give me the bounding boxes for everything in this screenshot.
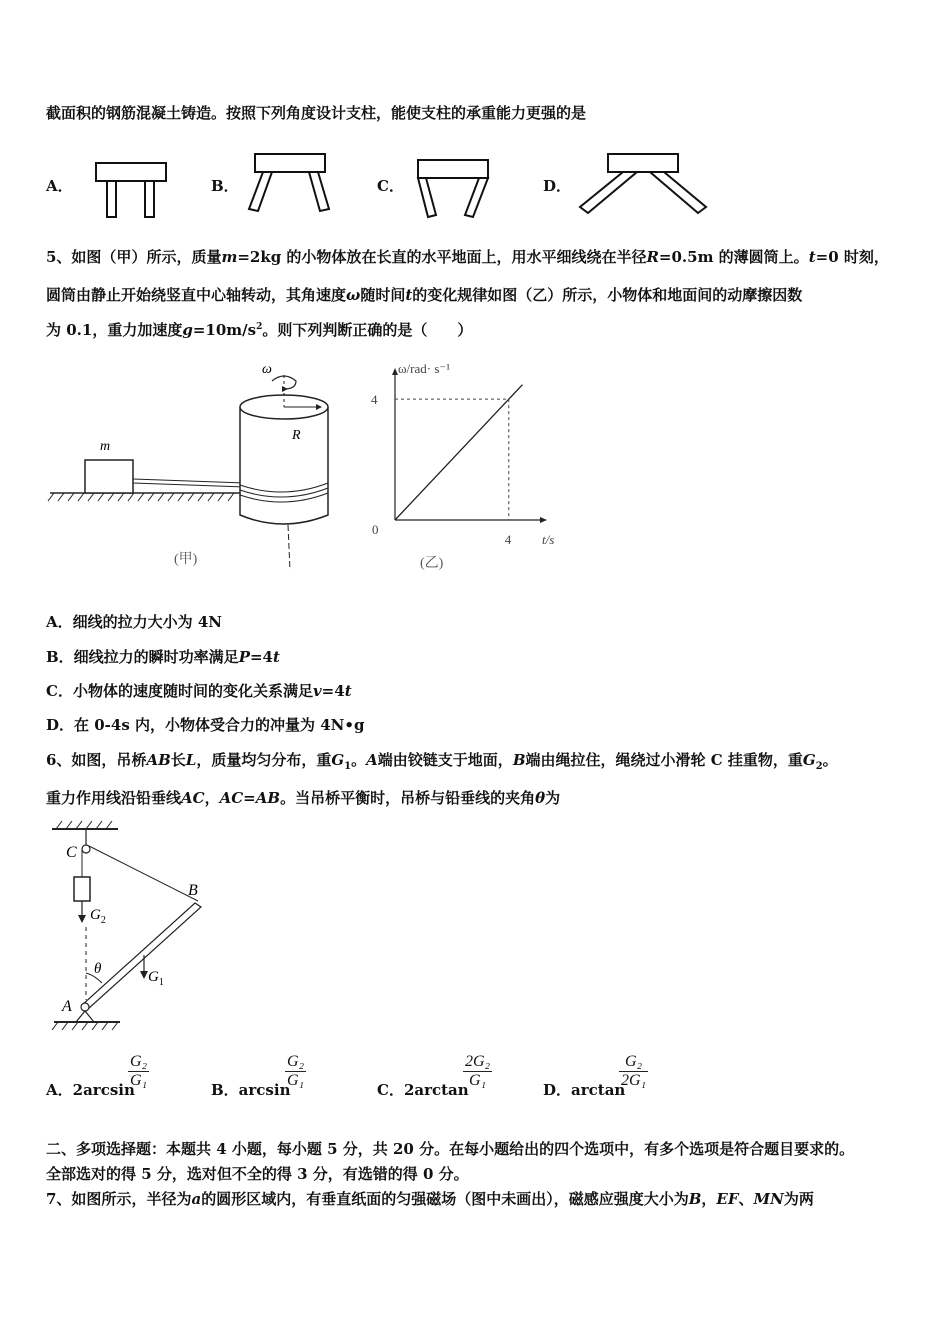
label-g2: $G_2$ (90, 907, 106, 926)
q4-option-a-label: A． (46, 177, 73, 195)
hinge-a (81, 1003, 89, 1011)
cylinder (240, 395, 328, 524)
q5-option-c: C．小物体的速度随时间的变化关系满足v=4t (46, 682, 352, 700)
q6-option-b-label: B．arcsin (211, 1081, 291, 1099)
stool-d (580, 154, 706, 213)
label-c: C (66, 844, 77, 861)
q5-option-a: A．细线的拉力大小为 4N (46, 613, 223, 631)
pulley-c (82, 845, 90, 853)
q4-stool-diagrams (0, 145, 950, 225)
q4-option-c-label: C． (377, 177, 404, 195)
section2-line-1: 二、多项选择题：本题共 4 小题，每小题 5 分，共 20 分。在每小题给出的四个选项中，有多个选项是符合题目要求的。 (46, 1140, 855, 1158)
q4-option-b-label: B． (211, 177, 239, 195)
block-m-label: m (100, 439, 111, 454)
q5-option-b: B．细线拉力的瞬时功率满足P=4t (46, 648, 280, 666)
label-theta: θ (94, 961, 102, 977)
intro-text: 截面积的钢筋混凝土铸造。按照下列角度设计支柱，能使支柱的承重能力更强的是 (46, 104, 587, 122)
omega-label: ω (262, 362, 272, 377)
figure-jia-caption: (甲) (174, 552, 198, 567)
y-axis-label: ω/rad· s⁻¹ (398, 361, 451, 376)
q6-figure (40, 815, 220, 1040)
stool-c (418, 160, 488, 217)
ground-hatching (48, 493, 234, 501)
weight-g2 (74, 877, 90, 901)
label-g1: $G_1$ (148, 969, 164, 988)
origin-label: 0 (372, 522, 379, 537)
x-tick-label: 4 (504, 532, 512, 547)
q4-option-d-label: D． (543, 177, 572, 195)
q5-figure-jia (40, 355, 360, 580)
q5-line-3: 为 0.1，重力加速度$g=10m/s^2$。则下列判断正确的是（ ） (46, 321, 473, 339)
q6-option-a-label: A．2arcsin (46, 1081, 135, 1099)
radius-label: R (292, 428, 301, 443)
stool-b (249, 154, 329, 211)
q6-option-c-fraction: $\frac{\text{2G₂}}{\text{G₁}}$ (465, 1053, 491, 1089)
figure-yi-caption: (乙) (420, 556, 444, 571)
x-axis-label: t/s (542, 532, 555, 547)
q6-option-b-fraction: $\frac{\text{G₂}}{\text{G₁}}$ (287, 1053, 305, 1089)
q5-figure-yi (360, 355, 570, 580)
q6-line-1: 6、如图，吊桥AB长L，质量均匀分布，重$G_1$。A端由铰链支于地面，B端由绳拉住，绳绕过小滑轮 C 挂重物，重$G_2$。 (46, 751, 838, 772)
stool-a (96, 163, 166, 217)
q6-option-d-fraction: $\frac{\text{G₂}}{\text{2G₁}}$ (621, 1053, 647, 1089)
q6-option-c-label: C．2arctan (377, 1081, 469, 1099)
q5-line-1: 5、如图（甲）所示，质量m=2kg 的小物体放在长直的水平地面上，用水平细线绕在半径R=0.5m 的薄圆筒上。t=0 时刻， (46, 248, 889, 266)
series-line (395, 385, 522, 520)
label-b: B (188, 882, 198, 899)
q6-option-a-fraction: $\frac{\text{G₂}}{\text{G₁}}$ (130, 1053, 148, 1089)
q5-line-2: 圆筒由静止开始绕竖直中心轴转动，其角速度ω随时间t的变化规律如图（乙）所示，小物体和地面间的动摩擦因数 (46, 286, 803, 304)
q6-line-2: 重力作用线沿铅垂线AC，AC=AB。当吊桥平衡时，吊桥与铅垂线的夹角θ为 (46, 789, 561, 807)
label-a: A (62, 998, 72, 1015)
block-m (85, 460, 133, 493)
q6-option-d-label: D．arctan (543, 1081, 626, 1099)
y-tick-label: 4 (371, 392, 378, 408)
section2-line-2: 全部选对的得 5 分，选对但不全的得 3 分，有选错的得 0 分。 (46, 1165, 469, 1183)
q5-option-d: D．在 0-4s 内，小物体受合力的冲量为 4N•g (46, 716, 365, 734)
q7-line-1: 7、如图所示，半径为a的圆形区域内，有垂直纸面的匀强磁场（图中未画出），磁感应强度大小为B，EF、MN为两 (46, 1190, 814, 1208)
